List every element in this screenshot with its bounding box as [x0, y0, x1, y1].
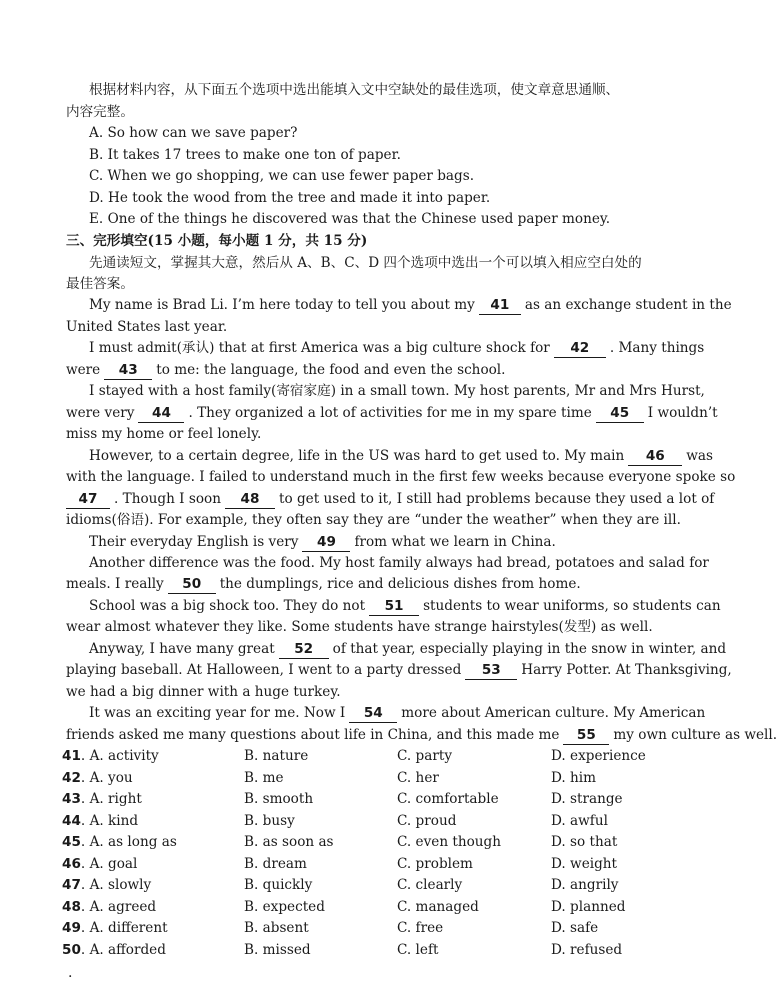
question-number: 44 — [62, 813, 81, 829]
passage-text: my own culture as well. — [613, 727, 777, 743]
passage-line — [89, 299, 732, 315]
passage-line: we had a big dinner with a huge turkey. — [66, 684, 341, 700]
blank-55[interactable]: 55 — [563, 729, 609, 745]
passage-text: I must admit(承认) that at first America was a big culture shock for — [89, 340, 550, 356]
passage-line: United States last year. — [66, 319, 228, 335]
question-48 — [62, 901, 156, 915]
passage-line — [89, 707, 705, 723]
option-d[interactable]: D. planned — [551, 899, 626, 915]
instructions-line-2: 最佳答案。 — [66, 276, 134, 292]
question-number: 47 — [62, 877, 81, 893]
option-c[interactable]: C. her — [397, 770, 439, 786]
option-b[interactable]: B. me — [244, 770, 284, 786]
passage-text: However, to a certain degree, life in the US was hard to get used to. My main — [89, 448, 625, 464]
passage-text: . Many things — [609, 340, 705, 356]
question-number: 50 — [62, 942, 81, 958]
option-b[interactable]: B. missed — [244, 942, 311, 958]
passage-line — [66, 364, 505, 380]
passage-text: . Though I soon — [114, 491, 221, 507]
passage-line: idioms(俗语). For example, they often say they are “under the weather” when they are ill. — [66, 512, 681, 528]
passage-text: Anyway, I have many great — [89, 641, 275, 657]
option-d[interactable]: D. safe — [551, 920, 599, 936]
choice-c: C. When we go shopping, we can use fewer paper bags. — [89, 168, 475, 184]
passage-line: Another difference was the food. My host family always had bread, potatoes and salad for — [89, 555, 709, 571]
question-number: 42 — [62, 770, 81, 786]
blank-52[interactable]: 52 — [279, 643, 329, 659]
passage-line — [66, 407, 718, 423]
passage-line — [89, 600, 721, 616]
passage-text: meals. I really — [66, 576, 164, 592]
intro-line-1: 根据材料内容，从下面五个选项中选出能填入文中空缺处的最佳选项，使文章意思通顺、 — [89, 82, 620, 98]
passage-line: miss my home or feel lonely. — [66, 426, 262, 442]
blank-51[interactable]: 51 — [369, 600, 419, 616]
blank-53[interactable]: 53 — [465, 664, 517, 680]
question-44 — [62, 815, 138, 829]
passage-text: Their everyday English is very — [89, 534, 299, 550]
question-47 — [62, 879, 151, 893]
passage-line: I stayed with a host family(寄宿家庭) in a small town. My host parents, Mr and Mrs Hurst, — [89, 383, 705, 399]
question-number: 41 — [62, 748, 81, 764]
option-c[interactable]: C. problem — [397, 856, 473, 872]
passage-text: friends asked me many questions about life in China, and this made me — [66, 727, 560, 743]
passage-text: My name is Brad Li. I’m here today to tell you about my — [89, 297, 475, 313]
passage-line — [66, 664, 732, 680]
option-a[interactable]: . A. as long as — [80, 834, 177, 850]
passage-text: more about American culture. My American — [401, 705, 706, 721]
option-b[interactable]: B. as soon as — [244, 834, 334, 850]
passage-line — [62, 493, 714, 509]
blank-48[interactable]: 48 — [225, 493, 275, 509]
option-c[interactable]: C. left — [397, 942, 439, 958]
passage-text: to me: the language, the food and even the school. — [156, 362, 506, 378]
passage-line — [89, 536, 556, 552]
question-46 — [62, 858, 137, 872]
passage-text: . They organized a lot of activities for me in my spare time — [188, 405, 592, 421]
option-d[interactable]: D. angrily — [551, 877, 619, 893]
passage-text: Harry Potter. At Thanksgiving, — [521, 662, 732, 678]
option-b[interactable]: B. absent — [244, 920, 309, 936]
question-49 — [62, 922, 168, 936]
passage-text: the dumplings, rice and delicious dishes from home. — [219, 576, 581, 592]
passage-text: to get used to it, I still had problems because they used a lot of — [278, 491, 715, 507]
footer-dot: . — [68, 965, 73, 981]
option-d[interactable]: D. strange — [551, 791, 623, 807]
option-b[interactable]: B. busy — [244, 813, 295, 829]
section-title: 三、完形填空(15 小题，每小题 1 分，共 15 分) — [66, 233, 368, 249]
option-c[interactable]: C. even though — [397, 834, 502, 850]
blank-47[interactable]: 47 — [66, 493, 110, 509]
question-45 — [62, 836, 177, 850]
question-42 — [62, 772, 133, 786]
option-a[interactable]: . A. right — [80, 791, 142, 807]
question-number: 48 — [62, 899, 81, 915]
option-d[interactable]: D. experience — [551, 748, 646, 764]
option-a[interactable]: . A. different — [80, 920, 168, 936]
passage-text: were very — [66, 405, 135, 421]
passage-line: wear almost whatever they like. Some students have strange hairstyles(发型) as well. — [66, 619, 653, 635]
passage-line: with the language. I failed to understand much in the first few weeks because everyone spoke so — [66, 469, 736, 485]
option-d[interactable]: D. awful — [551, 813, 608, 829]
option-d[interactable]: D. him — [551, 770, 597, 786]
passage-text: of that year, especially playing in the snow in winter, and — [332, 641, 727, 657]
option-a[interactable]: . A. goal — [80, 856, 138, 872]
choice-e: E. One of the things he discovered was that the Chinese used paper money. — [89, 211, 611, 227]
option-b[interactable]: B. dream — [244, 856, 307, 872]
blank-43[interactable]: 43 — [104, 364, 152, 380]
passage-text: School was a big shock too. They do not — [89, 598, 366, 614]
blank-49[interactable]: 49 — [302, 536, 350, 552]
option-a[interactable]: . A. slowly — [80, 877, 152, 893]
option-b[interactable]: B. nature — [244, 748, 309, 764]
question-number: 45 — [62, 834, 81, 850]
choice-d: D. He took the wood from the tree and made it into paper. — [89, 190, 491, 206]
option-c[interactable]: C. clearly — [397, 877, 463, 893]
question-50 — [62, 944, 166, 958]
option-c[interactable]: C. proud — [397, 813, 457, 829]
option-c[interactable]: C. party — [397, 748, 453, 764]
choice-b: B. It takes 17 trees to make one ton of paper. — [89, 147, 401, 163]
option-b[interactable]: B. quickly — [244, 877, 313, 893]
option-c[interactable]: C. comfortable — [397, 791, 499, 807]
question-number: 43 — [62, 791, 81, 807]
passage-line — [66, 729, 777, 745]
passage-line — [89, 342, 704, 358]
passage-text: was — [686, 448, 713, 464]
option-a[interactable]: . A. you — [80, 770, 133, 786]
passage-text: were — [66, 362, 101, 378]
option-b[interactable]: B. expected — [244, 899, 325, 915]
option-c[interactable]: C. managed — [397, 899, 479, 915]
passage-text: It was an exciting year for me. Now I — [89, 705, 346, 721]
blank-45[interactable]: 45 — [596, 407, 644, 423]
option-a[interactable]: . A. afforded — [80, 942, 166, 958]
blank-42[interactable]: 42 — [554, 342, 606, 358]
passage-text: from what we learn in China. — [354, 534, 556, 550]
question-43 — [62, 793, 142, 807]
blank-41[interactable]: 41 — [479, 299, 521, 315]
option-d[interactable]: D. so that — [551, 834, 618, 850]
option-a[interactable]: . A. kind — [80, 813, 139, 829]
option-a[interactable]: . A. agreed — [80, 899, 157, 915]
option-a[interactable]: . A. activity — [80, 748, 159, 764]
instructions-line-1: 先通读短文，掌握其大意，然后从 A、B、C、D 四个选项中选出一个可以填入相应空白处的 — [89, 255, 642, 271]
passage-text: I wouldn’t — [647, 405, 718, 421]
question-41 — [62, 750, 159, 764]
blank-50[interactable]: 50 — [168, 578, 216, 594]
intro-line-2: 内容完整。 — [66, 104, 134, 120]
option-d[interactable]: D. weight — [551, 856, 618, 872]
passage-line — [66, 578, 581, 594]
blank-46[interactable]: 46 — [628, 450, 682, 466]
passage-line — [89, 643, 726, 659]
question-number: 49 — [62, 920, 81, 936]
passage-text: playing baseball. At Halloween, I went to a party dressed — [66, 662, 462, 678]
blank-54[interactable]: 54 — [349, 707, 397, 723]
option-d[interactable]: D. refused — [551, 942, 623, 958]
passage-text: students to wear uniforms, so students can — [423, 598, 721, 614]
passage-text: as an exchange student in the — [524, 297, 732, 313]
choice-a: A. So how can we save paper? — [89, 125, 298, 141]
passage-line — [89, 450, 713, 466]
option-b[interactable]: B. smooth — [244, 791, 314, 807]
option-c[interactable]: C. free — [397, 920, 444, 936]
blank-44[interactable]: 44 — [138, 407, 184, 423]
question-number: 46 — [62, 856, 81, 872]
